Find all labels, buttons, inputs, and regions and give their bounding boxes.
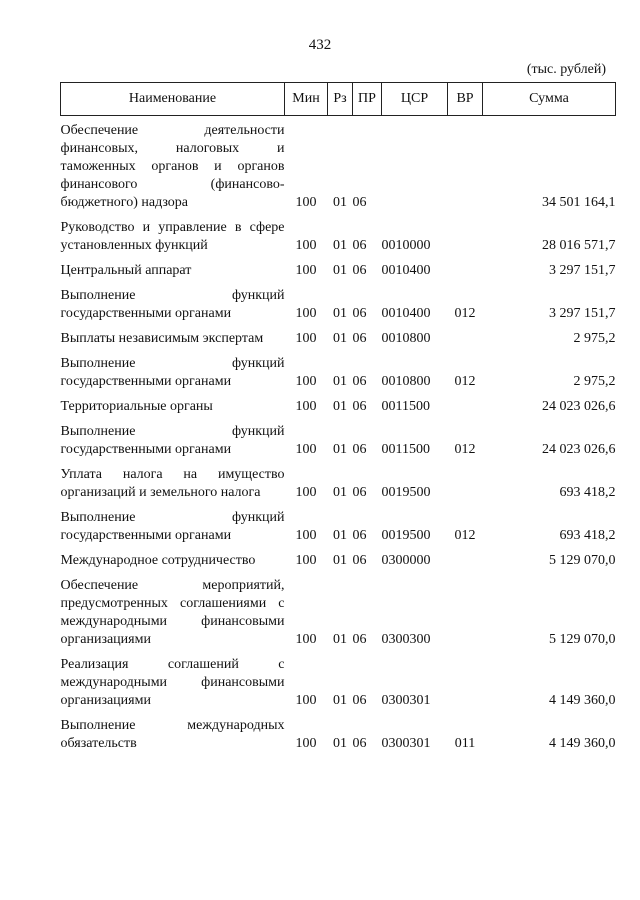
- row-rz: 01: [333, 195, 347, 210]
- row-name: Уплата налога на имущество организаций и земельного налога: [60, 467, 285, 500]
- row-pr: 06: [352, 736, 367, 751]
- row-sum: 5 129 070,0: [549, 632, 616, 647]
- row-pr: 06: [352, 263, 367, 278]
- row-sum: 28 016 571,7: [542, 238, 616, 253]
- table-row: [61, 212, 616, 255]
- table-row: [61, 255, 616, 280]
- row-csr: 0300301: [381, 693, 431, 708]
- row-vr: [448, 545, 483, 570]
- row-vr: [448, 116, 483, 213]
- row-vr: [448, 391, 483, 416]
- row-vr: [448, 459, 483, 502]
- row-rz: 01: [333, 736, 347, 751]
- header-sum: Сумма: [483, 83, 616, 116]
- row-pr: 06: [352, 238, 367, 253]
- row-name: Международное сотрудничество: [60, 553, 256, 568]
- table-row: [61, 570, 616, 649]
- row-csr: 0019500: [381, 485, 431, 500]
- row-pr: 06: [352, 399, 367, 414]
- row-sum: 3 297 151,7: [549, 263, 616, 278]
- table-row: [61, 459, 616, 502]
- row-min: 100: [295, 374, 317, 389]
- row-pr: 06: [352, 632, 367, 647]
- row-min: 100: [295, 195, 317, 210]
- row-sum: 693 418,2: [559, 528, 616, 543]
- row-csr: 0300000: [381, 553, 431, 568]
- table-row: [61, 348, 616, 391]
- row-name: Обеспечение деятельности финансовых, налоговых и таможенных органов и органов финансового (финансово-бюджетного) надзора: [60, 123, 285, 210]
- row-name: Центральный аппарат: [60, 263, 192, 278]
- row-min: 100: [295, 485, 317, 500]
- row-csr: 0010400: [381, 263, 431, 278]
- table-row: [61, 649, 616, 710]
- row-name: Выполнение функций государственными органами: [60, 356, 285, 389]
- row-min: 100: [295, 331, 317, 346]
- row-rz: 01: [333, 306, 347, 321]
- row-sum: 24 023 026,6: [542, 442, 616, 457]
- row-csr: 0010800: [381, 331, 431, 346]
- row-rz: 01: [333, 528, 347, 543]
- row-sum: 24 023 026,6: [542, 399, 616, 414]
- row-name: Выполнение функций государственными органами: [60, 288, 285, 321]
- header-csr: ЦСР: [382, 83, 448, 116]
- row-csr: 0010800: [381, 374, 431, 389]
- table-row: [61, 391, 616, 416]
- row-name: Руководство и управление в сфере установленных функций: [60, 220, 285, 253]
- row-name: Выплаты независимым экспертам: [60, 331, 264, 346]
- row-name: Обеспечение мероприятий, предусмотренных соглашениями с международными финансовыми организациями: [60, 578, 285, 647]
- row-vr: [448, 255, 483, 280]
- row-min: 100: [295, 693, 317, 708]
- table-row: [61, 545, 616, 570]
- header-row: [61, 83, 616, 116]
- header-min: Мин: [285, 83, 328, 116]
- row-vr: [448, 649, 483, 710]
- row-vr: [448, 212, 483, 255]
- row-name: Выполнение функций государственными органами: [60, 510, 285, 543]
- header-vr: ВР: [448, 83, 483, 116]
- table-row: [61, 710, 616, 753]
- row-name: Выполнение функций государственными органами: [60, 424, 285, 457]
- row-rz: 01: [333, 442, 347, 457]
- budget-table: [60, 82, 616, 753]
- row-csr: 0010400: [381, 306, 431, 321]
- row-sum: 2 975,2: [573, 374, 616, 389]
- header-pr: ПР: [353, 83, 382, 116]
- row-rz: 01: [333, 693, 347, 708]
- row-pr: 06: [352, 693, 367, 708]
- header-rz: Рз: [328, 83, 353, 116]
- row-min: 100: [295, 528, 317, 543]
- row-vr: [448, 570, 483, 649]
- row-vr: 012: [454, 442, 476, 457]
- row-rz: 01: [333, 331, 347, 346]
- row-csr: 0019500: [381, 528, 431, 543]
- row-sum: 5 129 070,0: [549, 553, 616, 568]
- row-name: Реализация соглашений с международными финансовыми организациями: [60, 657, 285, 708]
- row-vr: 012: [454, 528, 476, 543]
- row-min: 100: [295, 553, 317, 568]
- table-row: [61, 416, 616, 459]
- row-csr: 0010000: [381, 238, 431, 253]
- row-sum: 4 149 360,0: [549, 736, 616, 751]
- row-vr: 012: [454, 306, 476, 321]
- row-rz: 01: [333, 399, 347, 414]
- row-pr: 06: [352, 331, 367, 346]
- table-header: [61, 83, 616, 116]
- row-sum: 693 418,2: [559, 485, 616, 500]
- row-rz: 01: [333, 632, 347, 647]
- row-min: 100: [295, 632, 317, 647]
- row-sum: 4 149 360,0: [549, 693, 616, 708]
- row-name: Выполнение международных обязательств: [60, 718, 285, 751]
- row-sum: 34 501 164,1: [542, 195, 616, 210]
- table-body: [61, 116, 616, 754]
- table-row: [61, 323, 616, 348]
- row-rz: 01: [333, 238, 347, 253]
- row-pr: 06: [352, 528, 367, 543]
- row-sum: 3 297 151,7: [549, 306, 616, 321]
- row-rz: 01: [333, 553, 347, 568]
- row-csr: 0300301: [381, 736, 431, 751]
- table-row: [61, 502, 616, 545]
- row-pr: 06: [352, 485, 367, 500]
- row-rz: 01: [333, 263, 347, 278]
- row-min: 100: [295, 263, 317, 278]
- row-sum: 2 975,2: [573, 331, 616, 346]
- row-pr: 06: [352, 374, 367, 389]
- row-min: 100: [295, 399, 317, 414]
- header-name: Наименование: [61, 83, 285, 116]
- units-label: (тыс. рублей): [526, 62, 606, 77]
- row-pr: 06: [352, 306, 367, 321]
- table-row: [61, 116, 616, 213]
- row-csr: 0300300: [381, 632, 431, 647]
- row-csr: 0011500: [381, 399, 430, 414]
- row-vr: [448, 323, 483, 348]
- row-vr: 011: [454, 736, 476, 751]
- page-number: 432: [308, 37, 332, 53]
- table-row: [61, 280, 616, 323]
- row-min: 100: [295, 442, 317, 457]
- row-pr: 06: [352, 442, 367, 457]
- row-name: Территориальные органы: [60, 399, 213, 414]
- row-vr: 012: [454, 374, 476, 389]
- row-pr: 06: [352, 553, 367, 568]
- row-min: 100: [295, 238, 317, 253]
- row-pr: 06: [352, 195, 367, 210]
- row-rz: 01: [333, 485, 347, 500]
- row-rz: 01: [333, 374, 347, 389]
- row-csr: [382, 116, 448, 213]
- row-min: 100: [295, 736, 317, 751]
- row-min: 100: [295, 306, 317, 321]
- row-csr: 0011500: [381, 442, 430, 457]
